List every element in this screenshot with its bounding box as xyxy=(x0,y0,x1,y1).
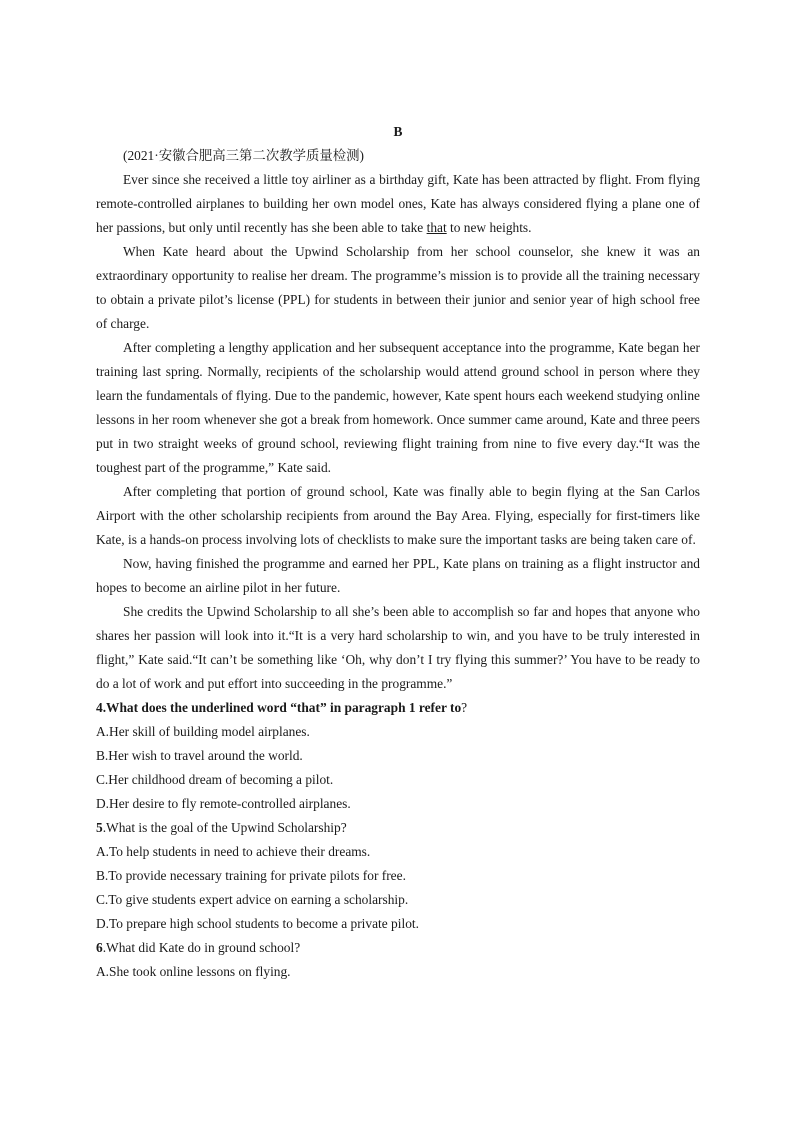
paragraph-4: After completing that portion of ground school, Kate was finally able to begin flying at the San Carlos Airport with the other scholarship recipients from around the Bay Area. Flying, especially for first-timers like Kate, is a hands-on process involving lots of checklists to make sure the important tasks are being taken care of. xyxy=(96,484,700,547)
question-6 xyxy=(96,936,700,984)
option-b: B.Her wish to travel around the world. xyxy=(96,748,303,763)
option-a: A.Her skill of building model airplanes. xyxy=(96,724,310,739)
paragraph-1-text-b: to new heights. xyxy=(446,220,532,235)
question-stem xyxy=(96,696,700,720)
document-page xyxy=(96,120,700,984)
question-4 xyxy=(96,696,700,816)
option-d: D.To prepare high school students to become a private pilot. xyxy=(96,916,419,931)
paragraph-2: When Kate heard about the Upwind Scholarship from her school counselor, she knew it was an extraordinary opportunity to realise her dream. The programme’s mission is to provide all the training necessary to obtain a private pilot’s license (PPL) for students in between their junior and senior year of high school free of charge. xyxy=(96,244,700,331)
source-line: (2021·安徽合肥高三第二次教学质量检测) xyxy=(123,148,365,163)
option-b: B.To provide necessary training for private pilots for free. xyxy=(96,868,406,883)
option-d: D.Her desire to fly remote-controlled airplanes. xyxy=(96,796,351,811)
paragraph-6: She credits the Upwind Scholarship to all she’s been able to accomplish so far and hopes that anyone who shares her passion will look into it.“It is a very hard scholarship to win, and you have to be truly interested in flight,” Kate said.“It can’t be something like ‘Oh, why don’t I try flying this summer?’ You have to be ready to do a lot of work and put effort into succeeding in the programme.” xyxy=(96,604,700,691)
question-number: 4 xyxy=(96,700,103,715)
question-text: .What did Kate do in ground school? xyxy=(102,940,301,955)
paragraph-5: Now, having finished the programme and earned her PPL, Kate plans on training as a flight instructor and hopes to become an airline pilot in her future. xyxy=(96,556,700,595)
question-number: 6 xyxy=(96,940,103,955)
paragraph-1-text-a: Ever since she received a little toy airliner as a birthday gift, Kate has been attracted by flight. From flying remote-controlled airplanes to building her own model ones, Kate has always considered flying a plane one of her passions, but only until recently has she been able to take xyxy=(96,172,700,235)
section-label: B xyxy=(393,124,403,139)
paragraph-1 xyxy=(96,168,700,240)
option-c: C.To give students expert advice on earning a scholarship. xyxy=(96,892,409,907)
option-a: A.To help students in need to achieve their dreams. xyxy=(96,844,371,859)
question-text: .What is the goal of the Upwind Scholarship? xyxy=(102,820,347,835)
option-c: C.Her childhood dream of becoming a pilot. xyxy=(96,772,334,787)
question-end: ? xyxy=(461,700,468,715)
question-number: 5 xyxy=(96,820,103,835)
question-5 xyxy=(96,816,700,936)
underlined-word: that xyxy=(426,220,447,235)
question-stem xyxy=(96,936,700,960)
question-stem xyxy=(96,816,700,840)
paragraph-3: After completing a lengthy application and her subsequent acceptance into the programme, Kate began her training last spring. Normally, recipients of the scholarship would attend ground school in person where they learn the fundamentals of flying. Due to the pandemic, however, Kate spent hours each weekend studying online lessons in her room whenever she got a break from homework. Once summer came around, Kate and three peers put in two straight weeks of ground school, reviewing flight training from nine to five every day.“It was the toughest part of the programme,” Kate said. xyxy=(96,340,700,475)
question-text: .What does the underlined word “that” in paragraph 1 refer to xyxy=(102,700,462,715)
option-a: A.She took online lessons on flying. xyxy=(96,964,291,979)
